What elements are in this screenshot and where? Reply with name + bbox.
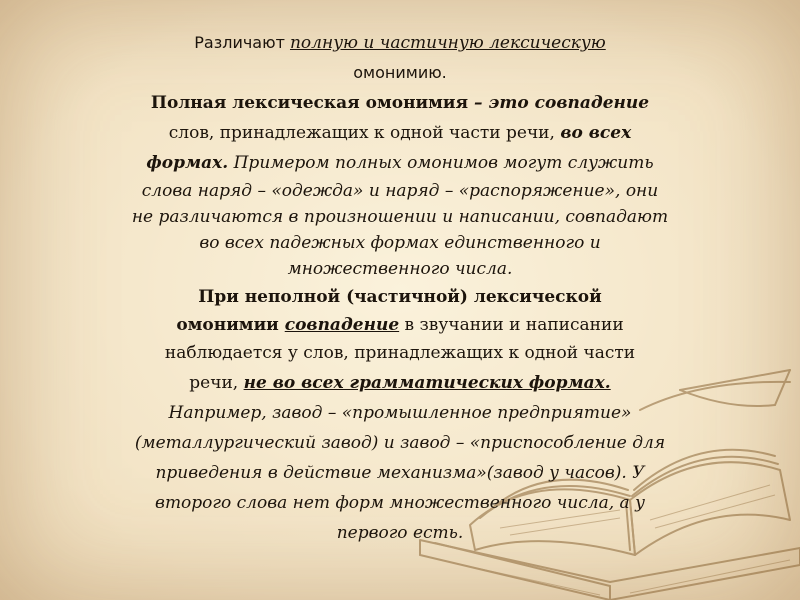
p3-line-1: При неполной (частичной) лексической (198, 287, 602, 307)
p2-line-1 (110, 88, 690, 118)
p2-line-2 (110, 118, 690, 148)
p2-term: Полная лексическая омонимия (150, 93, 469, 113)
p3-emphasis: не во всех грамматических формах. (243, 373, 611, 393)
p3-emphasis: совпадение (284, 315, 400, 335)
p1-text: омонимию. (353, 63, 447, 82)
p3-line-9: первого есть. (336, 523, 464, 543)
p1-line-2 (110, 58, 690, 88)
p3-term: омонимии (176, 315, 285, 335)
p1-text: Различают (194, 33, 290, 52)
p3-line-4 (110, 368, 690, 398)
p3-line-7: приведения в действие механизма»(завод у часов). У (155, 463, 645, 483)
p3-text: речи, (189, 373, 244, 393)
p3-line-8: второго слова нет форм множественного числа, а у (155, 493, 645, 513)
p3-line-5: Например, завод – «промышленное предприятие» (168, 403, 632, 423)
p2-line-5: не различаются в произношении и написании, совпадают (131, 207, 669, 227)
slide-text (110, 28, 690, 548)
p2-line-3 (110, 148, 690, 178)
p3-text: в звучании и написании (399, 315, 624, 335)
p2-line-7: множественного числа. (287, 259, 513, 279)
p2-text: Примером полных омонимов могут служить (228, 153, 654, 173)
p3-line-6: (металлургический завод) и завод – «приспособление для (134, 433, 666, 453)
p1-line-1 (110, 28, 690, 58)
p2-emphasis: формах. (146, 153, 229, 173)
p3-line-3: наблюдается у слов, принадлежащих к одной части (164, 343, 636, 363)
p3-line-2 (110, 312, 690, 338)
p2-emphasis: во всех (560, 123, 632, 143)
p1-emphasis: полную и частичную лексическую (289, 33, 606, 53)
p2-emphasis: – это совпадение (468, 93, 650, 113)
p2-line-4: слова наряд – «одежда» и наряд – «распоряжение», они (141, 181, 659, 201)
p2-text: слов, принадлежащих к одной части речи, (168, 123, 561, 143)
p2-line-6: во всех падежных формах единственного и (199, 233, 601, 253)
